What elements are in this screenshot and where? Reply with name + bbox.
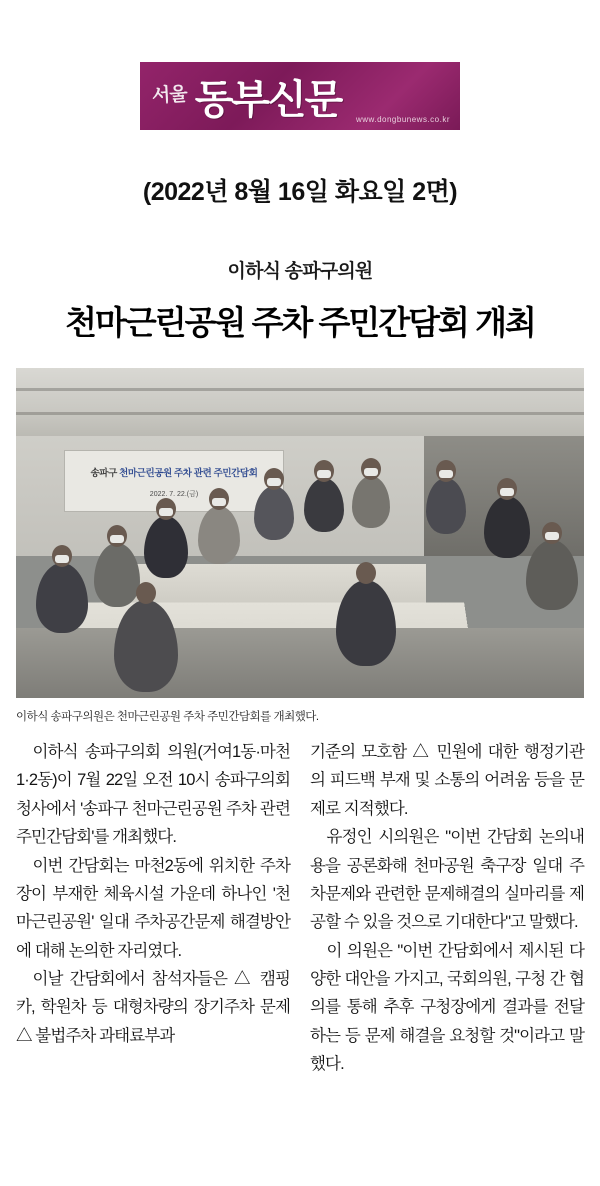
article-column-left [16, 738, 290, 1079]
photo-screen-date: 2022. 7. 22.(금) [149, 491, 199, 498]
photo-ceiling [16, 368, 584, 440]
article-kicker: 이하식 송파구의원 [227, 261, 373, 282]
photo-floor [16, 628, 584, 698]
photo-person-mask [439, 470, 453, 478]
photo-person-mask [500, 488, 514, 496]
photo-screen-title-line [65, 465, 283, 479]
photo-person-head [136, 582, 156, 604]
article-paragraph: 이날 간담회에서 참석자들은 △ 캠핑카, 학원차 등 대형차량의 장기주차 문제 △ 불법주차 과태료부과 [16, 970, 290, 1045]
article-body [16, 738, 584, 1079]
article-paragraph: 이하식 송파구의회 의원(거여1동·마천1·2동)이 7월 22일 오전 10시 송파구의회 청사에서 '송파구 천마근린공원 주차 관련 주민간담회'를 개최했다. [16, 743, 290, 847]
masthead-container [16, 0, 584, 130]
article-paragraph: 유정인 시의원은 "이번 간담회 논의내용을 공론화해 천마공원 축구장 일대 주차문제와 관련한 문제해결의 실마리를 제공할 수 있을 것으로 기대한다"고 말했다. [310, 828, 584, 932]
article-column-right [310, 738, 584, 1079]
photo-person-mask [55, 555, 69, 563]
photo-person-head [356, 562, 376, 584]
photo-person [36, 563, 88, 633]
publication-dateline: (2022년 8월 16일 화요일 2면) [142, 178, 458, 206]
photo-person-mask [212, 498, 226, 506]
photo-person-mask [159, 508, 173, 516]
article-headline: 천마근린공원 주차 주민간담회 개최 [65, 304, 535, 341]
masthead-seoul-label: 서울 [151, 84, 188, 107]
masthead-url: www.dongbunews.co.kr [355, 115, 450, 124]
photo-person-mask [364, 468, 378, 476]
article-photo [16, 368, 584, 698]
photo-ceiling-line-1 [16, 388, 584, 391]
photo-person-mask [110, 535, 124, 543]
masthead-title: 동부신문 [194, 77, 342, 122]
article-paragraph: 기준의 모호함 △ 민원에 대한 행정기관의 피드백 부재 및 소통의 어려움 등을 문제로 지적했다. [310, 743, 584, 818]
photo-screen-title: 천마근린공원 주차 관련 주민간담회 [119, 468, 258, 479]
photo-caption: 이하식 송파구의원은 천마근린공원 주차 주민간담회를 개최했다. [16, 711, 319, 723]
photo-ceiling-line-2 [16, 412, 584, 415]
photo-person-mask [267, 478, 281, 486]
article-paragraph: 이번 간담회는 마천2동에 위치한 주차장이 부재한 체육시설 가운데 하나인 '천마근린공원' 일대 주차공간문제 해결방안에 대해 논의한 자리였다. [16, 856, 290, 960]
photo-person-mask [317, 470, 331, 478]
photo-screen-prefix: 송파구 [90, 468, 117, 479]
photo-person-mask [545, 532, 559, 540]
newspaper-masthead [140, 62, 460, 130]
article-paragraph: 이 의원은 "이번 간담회에서 제시된 다양한 대안을 가지고, 국회의원, 구청 간 협의를 통해 추후 구청장에게 결과를 전달하는 등 문제 해결을 요청할 것"이라고 말했다. [310, 941, 584, 1074]
